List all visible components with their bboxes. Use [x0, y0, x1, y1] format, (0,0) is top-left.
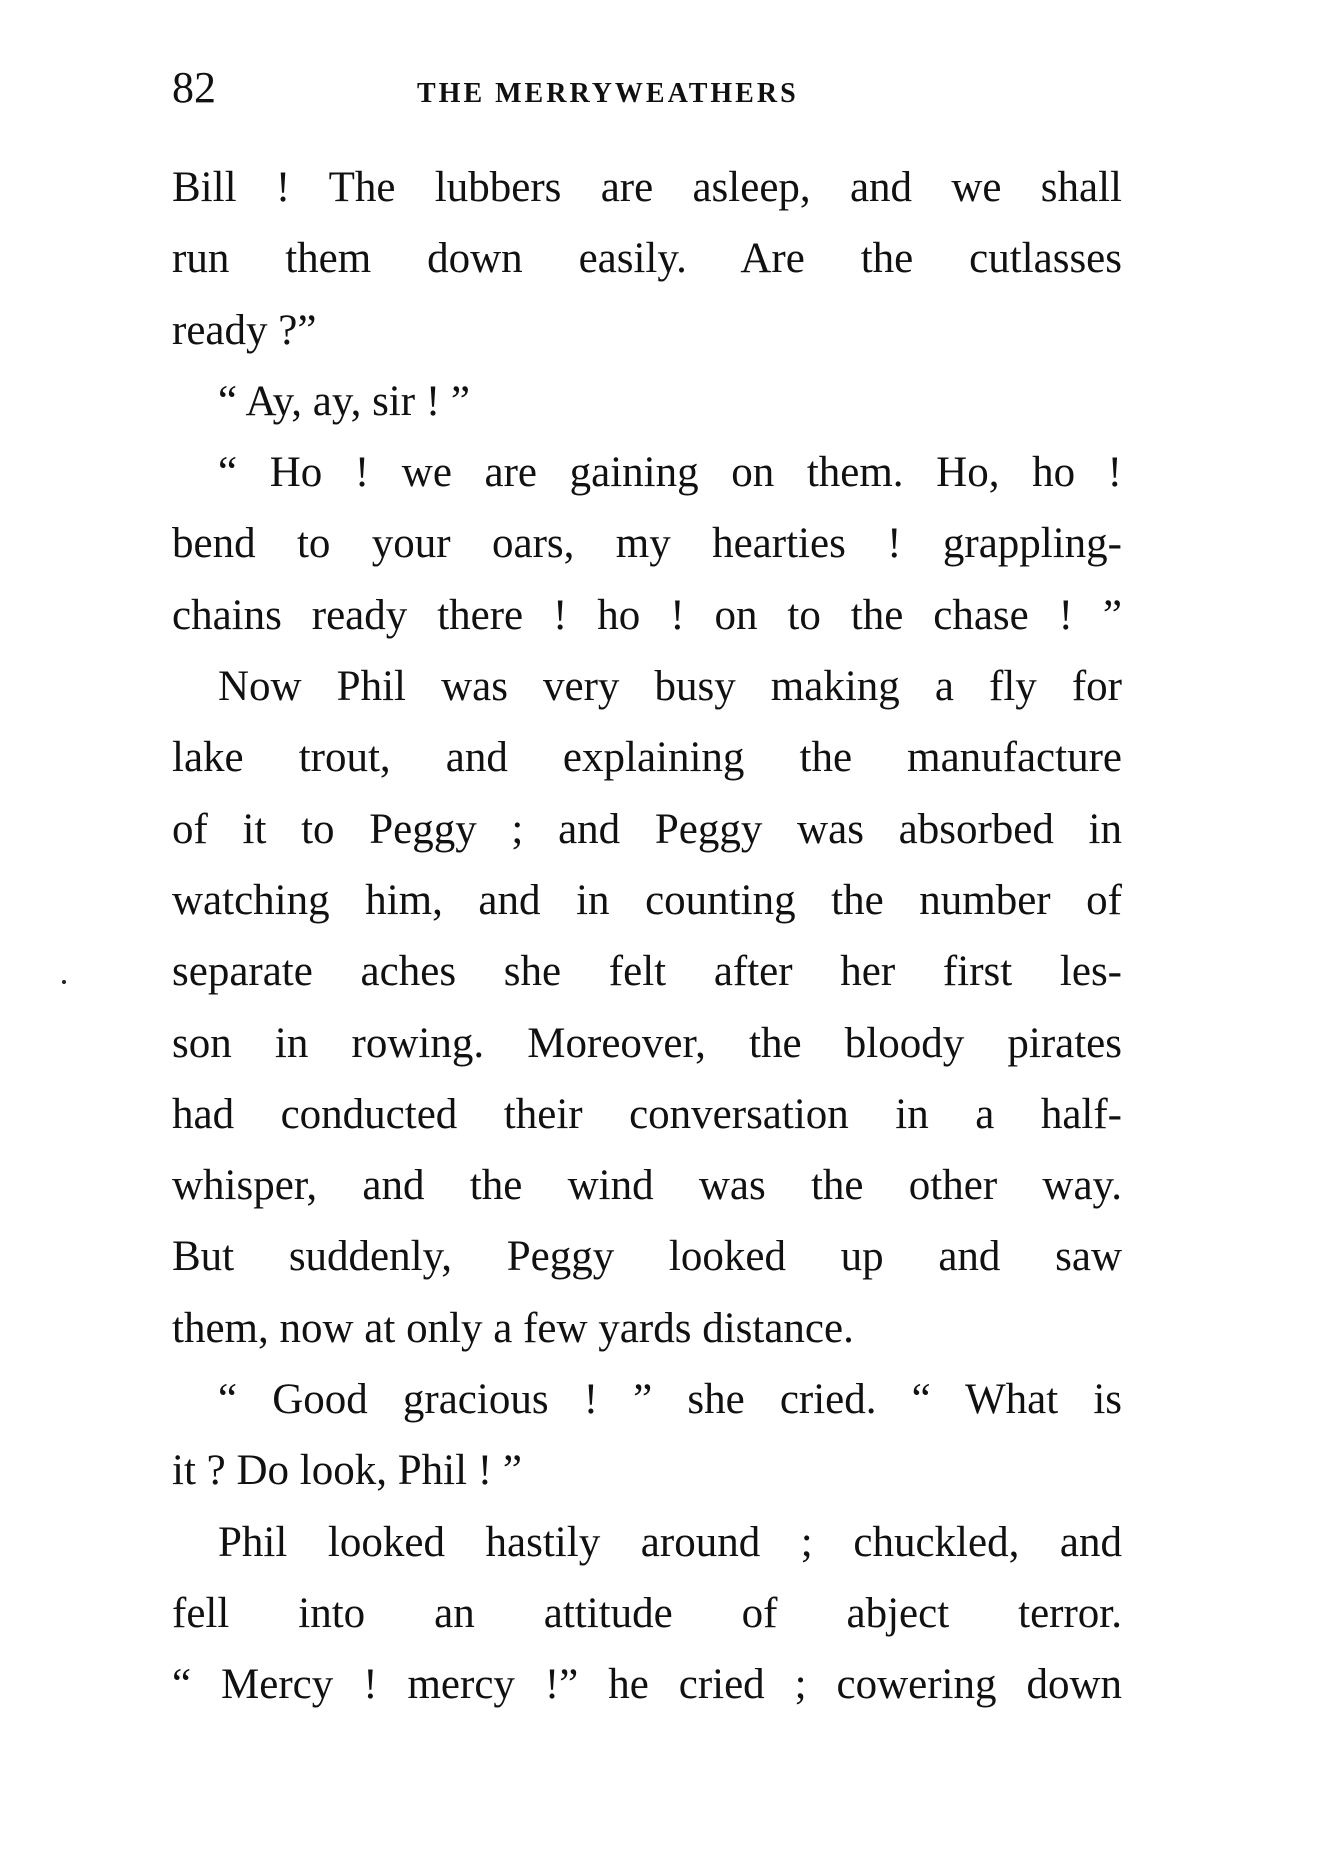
text-line: it ? Do look, Phil ! ”: [172, 1447, 522, 1495]
text-line: separate aches she felt after her first les-: [172, 948, 1122, 996]
text-line: of it to Peggy ; and Peggy was absorbed in: [172, 805, 1122, 853]
page-number: 82: [172, 63, 216, 112]
text-line: “ Ay, ay, sir ! ”: [218, 377, 470, 425]
text-line: “ Mercy ! mercy !” he cried ; cowering down: [172, 1661, 1122, 1709]
text-line: whisper, and the wind was the other way.: [172, 1162, 1122, 1210]
text-line: fell into an attitude of abject terror.: [172, 1589, 1122, 1637]
text-line: them, now at only a few yards distance.: [172, 1304, 854, 1352]
text-line: run them down easily. Are the cutlasses: [172, 235, 1122, 283]
text-line: Bill ! The lubbers are asleep, and we shall: [172, 164, 1122, 211]
text-line: had conducted their conversation in a half-: [172, 1090, 1122, 1138]
page-header: [172, 58, 1122, 118]
text-line: watching him, and in counting the number of: [172, 876, 1122, 924]
text-line: bend to your oars, my hearties ! grappling-: [172, 520, 1122, 568]
text-line: son in rowing. Moreover, the bloody pirates: [172, 1019, 1122, 1067]
text-line: “ Good gracious ! ” she cried. “ What is: [218, 1376, 1122, 1424]
text-line: Phil looked hastily around ; chuckled, and: [218, 1518, 1122, 1566]
text-line: “ Ho ! we are gaining on them. Ho, ho !: [218, 449, 1122, 497]
text-line: chains ready there ! ho ! on to the chase ! ”: [172, 591, 1122, 639]
text-line: lake trout, and explaining the manufacture: [172, 734, 1122, 782]
margin-speck: [62, 980, 66, 984]
body-text: [172, 152, 1122, 1721]
text-line: Now Phil was very busy making a fly for: [218, 663, 1122, 711]
text-line: ready ?”: [172, 306, 317, 354]
running-title: THE MERRYWEATHERS: [417, 78, 799, 109]
text-line: But suddenly, Peggy looked up and saw: [172, 1233, 1122, 1281]
